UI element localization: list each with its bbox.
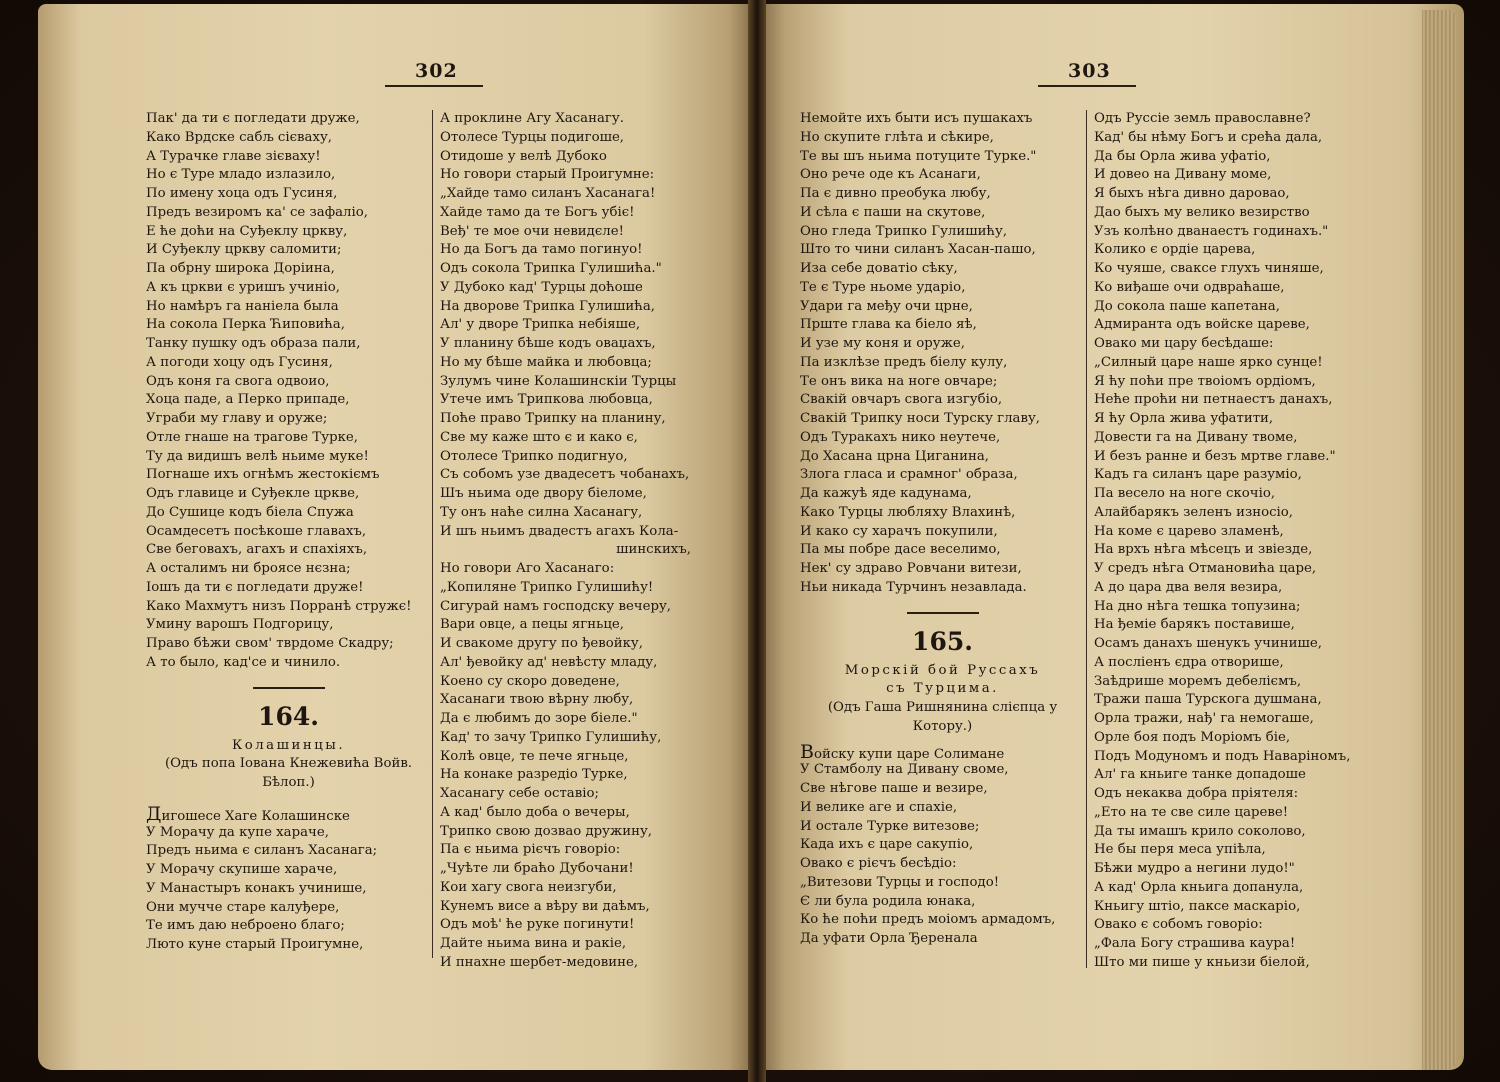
verse-line: Е ће доћи на Суђеклу цркву,	[146, 223, 348, 239]
verse-line: Отидоше у велѣ Дубоко	[440, 148, 607, 164]
verse-line: А то было, кад'се и чинило.	[146, 654, 341, 670]
verse-line: Те вы шъ ньима потуците Турке."	[800, 148, 1037, 164]
page-edge	[1422, 10, 1456, 1070]
verse-line: Осамъ данахъ шенукъ учинише,	[1094, 636, 1322, 651]
verse-line: А посліенъ єдра отворише,	[1094, 654, 1284, 670]
poem-source-164-line1: (Одъ попа Іована Кнежевића Войв.	[164, 756, 413, 772]
verse-line: Одъ сокола Трипка Гулишића."	[440, 261, 662, 276]
poem-title-164: Колашинцы.	[231, 737, 346, 753]
verse-line: Ко чуяше, сваксе глухъ чиняше,	[1094, 261, 1324, 276]
verse-line: Орле боя подъ Моріомъ біе,	[1094, 729, 1291, 745]
verse-line: Алайбарякъ зеленъ износіо,	[1094, 504, 1294, 520]
verse-line: Како Турцы любляху Влахинѣ,	[800, 504, 1016, 520]
verse-line: Но му бѣше майка и любовца;	[440, 354, 652, 370]
verse-line: Предъ везиромъ ка' се зафаліо,	[146, 204, 368, 220]
verse-line: Є ли була родила юнака,	[800, 893, 976, 909]
verse-line: Одъ Руссіе земљ православне?	[1094, 111, 1311, 126]
verse-line: Свакій овчаръ свога изгубіо,	[800, 392, 1003, 408]
verse-line: Да уфати Орла Ђеренала	[800, 931, 978, 946]
verse-line: Хайде тамо да те Богъ убіє!	[440, 204, 635, 220]
poem-title-165-line1: Морскій бой Руссахъ	[844, 662, 1041, 678]
verse-line: А къ цркви є уришъ учиніо,	[146, 279, 340, 295]
verse-line: И велике аге и спахіе,	[800, 799, 958, 815]
verse-line: Све нѣгове паше и везире,	[800, 781, 988, 796]
verse-line: Орла тражи, нађ' га немогаше,	[1094, 711, 1314, 726]
verse-line: Погнаше ихъ огнѣмъ жестокіємъ	[146, 467, 380, 483]
verse-line: Но говори Аго Хасанаго:	[440, 561, 615, 576]
verse-line: По имену хоца одъ Гусиня,	[146, 186, 338, 201]
verse-line: Да кажуѣ яде кадунама,	[800, 486, 972, 501]
verse-line: А кад' было доба о вечеры,	[440, 804, 630, 820]
verse-line: „Фала Богу страшива каура!	[1094, 936, 1296, 951]
verse-line: Ко ће поћи предъ моіомъ армадомъ,	[800, 912, 1056, 928]
verse-line: И сѣла є паши на скутове,	[800, 204, 986, 220]
verse-line: Хасанагу себе оставіо;	[440, 786, 599, 801]
verse-line: Коено су скоро доведене,	[440, 673, 620, 689]
verse-line: Кои хагу свога неизгуби,	[440, 879, 617, 895]
verse-line: И остале Турке витезове;	[800, 818, 980, 834]
verse-line: И шъ ньимъ двадестъ агахъ Кола-	[440, 523, 679, 539]
verse-line: Да ты имашъ крило соколово,	[1094, 823, 1306, 839]
page-number-rule-left	[385, 85, 483, 87]
verse-line: Утече имъ Трипкова любовца,	[440, 392, 653, 408]
verse-line: Не бы перя меса упіѣла,	[1094, 842, 1266, 858]
column-divider-right	[1086, 110, 1087, 968]
verse-line: Съ собомъ узе двадесетъ чобанахъ,	[440, 467, 690, 483]
verse-line: Шъ ньима оде двору біеломе,	[440, 486, 647, 501]
verse-line: Злога гласа и срамног' образа,	[800, 467, 1018, 483]
poem-source-165-line2: Котору.)	[912, 718, 973, 734]
left-column-2	[440, 110, 695, 973]
verse-line: Колико є ордіе царева,	[1094, 242, 1256, 258]
verse-line: На коме є царево зламенѣ,	[1094, 523, 1284, 539]
verse-line: А осталимъ ни броясе нєзна;	[146, 561, 351, 576]
verse-line: Уграби му главу и оруже;	[146, 411, 328, 426]
verse-line: Па є ньима рієчъ говоріо:	[440, 842, 621, 858]
verse-line: И довео на Дивану моме,	[1094, 167, 1272, 183]
verse-line: До Сушице кодъ біела Спужа	[146, 504, 354, 520]
verse-line: Довести га на Дивану твоме,	[1094, 429, 1298, 445]
poem-source-164-line2: Бѣлоп.)	[262, 775, 315, 790]
verse-line: Тражи паша Турскога душмана,	[1094, 692, 1322, 708]
verse-line: Иза себе доватіо сѣку,	[800, 261, 958, 276]
verse-line: Заѣдрише моремъ дебеліємъ,	[1094, 673, 1302, 689]
verse-line: Дайте ньима вина и ракіе,	[440, 936, 627, 951]
book-gutter	[748, 0, 766, 1082]
verse-line: Они мучче старе калуђере,	[146, 899, 340, 915]
verse-line: И безъ ранне и безъ мртве главе."	[1094, 448, 1336, 464]
verse-line: Войску купи царе Солимане	[800, 740, 1005, 763]
verse-line: Но да Богъ да тамо погинуо!	[440, 242, 643, 258]
verse-line: До Хасана црна Циганина,	[800, 448, 990, 464]
verse-line: Отле гнаше на трагове Турке,	[146, 429, 358, 445]
verse-line: Вари овце, а пецы ягньце,	[440, 617, 625, 633]
verse-line: „Ето на те све силе цареве!	[1094, 804, 1289, 820]
verse-line: У Стамболу на Дивану своме,	[800, 762, 1009, 778]
verse-line: Предъ ньима є силанъ Хасанага;	[146, 843, 378, 859]
verse-line: У Дубоко кад' Турцы доћоше	[440, 279, 643, 295]
verse-line: Овако ми цару бесѣдаше:	[1094, 336, 1274, 351]
verse-line: Нек' су здраво Ровчани витези,	[800, 561, 1022, 576]
verse-line: Ал' га кньиге танке допадоше	[1094, 767, 1306, 783]
verse-line: Кунемъ висе а вѣру ви даѣмъ,	[440, 898, 650, 914]
verse-line: Но намѣръ га наніела была	[146, 298, 339, 314]
verse-line: Танку пушку одъ образа пали,	[146, 336, 361, 351]
verse-line: Хоца паде, а Перко припаде,	[146, 392, 350, 408]
verse-line: На дно нѣга тешка топузина;	[1094, 598, 1301, 614]
verse-line: Па мы побре дасе веселимо,	[800, 542, 1001, 558]
verse-line: Ал' ђевойку ад' невѣсту младу,	[440, 654, 658, 670]
verse-line: Прште глава ка біело яѣ,	[800, 317, 977, 333]
poem-number-165: 165.	[912, 626, 973, 656]
verse-line: Одъ моѣ' ће руке погинути!	[440, 917, 635, 933]
page-number-rule-right	[1038, 85, 1136, 87]
verse-line: Оно гледа Трипко Гулишићу,	[800, 223, 1008, 239]
verse-line: Іошъ да ти є погледати друже!	[146, 579, 364, 595]
verse-line: Пак' да ти є погледати друже,	[146, 111, 360, 126]
verse-line: Адмиранта одъ войске цареве,	[1094, 317, 1310, 333]
verse-line: Кньигу штіо, паксе маскаріо,	[1094, 898, 1301, 914]
verse-line: И свакоме другу по ђевойку,	[440, 636, 643, 651]
verse-line: шинскихъ,	[616, 542, 691, 558]
verse-line: „Чуѣте ли браћо Дубочани!	[440, 861, 634, 876]
verse-line: У Манастыръ конакъ учинише,	[146, 880, 367, 896]
verse-line: Па є дивно преобука любу,	[800, 186, 991, 201]
verse-line: Немойте ихъ быти исъ пушакахъ	[800, 111, 1033, 126]
verse-line: Дао быхъ му велико везирство	[1094, 204, 1310, 220]
verse-line: Отолесе Турцы подигоше,	[440, 129, 625, 145]
verse-line: А Турачке главе зієваху!	[146, 148, 321, 164]
poem-title-165-line2: съ Турцима.	[886, 681, 999, 697]
verse-line: Подъ Модуномъ и подъ Наваріномъ,	[1094, 748, 1351, 764]
verse-line: Но скупите глѣта и сѣкире,	[800, 129, 994, 145]
verse-line: У планину бѣше кодъ оваџахъ,	[440, 336, 656, 351]
verse-line: Узъ колѣно дванаестъ годинахъ."	[1094, 223, 1329, 239]
verse-line: Кадъ га силанъ царе разуміо,	[1094, 467, 1302, 483]
verse-line: Свакій Трипку носи Турску главу,	[800, 411, 1040, 426]
poem-source-165-line1: (Одъ Гаша Ришнянина слієпца у	[827, 700, 1058, 715]
verse-line: Кад' то зачу Трипко Гулишићу,	[440, 729, 662, 745]
verse-line: Одъ некаква добра пріятеля:	[1094, 786, 1299, 801]
verse-line: Право бѣжи свом' тврдоме Скадру;	[146, 636, 394, 651]
verse-line: Но говори старый Проигумне:	[440, 167, 655, 183]
verse-line: Одъ Туракахъ нико неутече,	[800, 429, 1001, 445]
verse-line: На конаке разредіо Турке,	[440, 767, 628, 783]
verse-line: Па изклѣзе предъ біелу кулу,	[800, 354, 1008, 370]
verse-line: Све му каже што є и како є,	[440, 429, 638, 445]
page-number-left: 302	[415, 60, 458, 82]
verse-line: Осамдесетъ посѣкоше главахъ,	[146, 523, 367, 539]
verse-line: Овако є собомъ говоріо:	[1094, 917, 1263, 933]
verse-line: Овако є рієчъ бесѣдіо:	[800, 856, 957, 871]
verse-line: Оно рече оде къ Асанаги,	[800, 167, 981, 183]
verse-line: У Морачу скупише хараче,	[146, 862, 338, 877]
verse-line: Да бы Орла жива уфатіо,	[1094, 148, 1271, 164]
verse-line: У средъ нѣга Отмановића царе,	[1094, 561, 1317, 576]
verse-line: Я ћу Орла жива уфатити,	[1094, 411, 1274, 426]
verse-line: Бѣжи мудро а негини лудо!"	[1094, 861, 1295, 876]
left-column-1	[146, 110, 431, 955]
verse-line: Па весело на ноге скочіо,	[1094, 486, 1276, 501]
verse-line: Колѣ овце, те пече ягньце,	[440, 748, 629, 764]
verse-line: „Силный царе наше ярко сунце!	[1094, 354, 1323, 370]
verse-line: Хасанаги твою вѣрну любу,	[440, 692, 634, 708]
verse-line: Када ихъ є царе сакупіо,	[800, 837, 974, 853]
verse-line: И узе му коня и оруже,	[800, 336, 965, 351]
verse-line: Те є Туре ньоме ударіо,	[800, 279, 966, 295]
verse-line: Ко виђаше очи одвраћаше,	[1094, 279, 1285, 295]
verse-line: А до цара два веля везира,	[1094, 579, 1283, 595]
verse-line: А проклине Агу Хасанагу.	[440, 111, 624, 126]
verse-line: На врхъ нѣга мѣсецъ и звіезде,	[1094, 542, 1313, 558]
verse-line: Трипко свою дозвао дружину,	[440, 823, 653, 839]
verse-line: А кад' Орла кньига допанула,	[1094, 879, 1304, 895]
column-divider-left	[432, 110, 433, 958]
verse-line: Отолесе Трипко подигнуо,	[440, 448, 628, 464]
verse-line: Ал' у дворе Трипка небіяше,	[440, 317, 641, 333]
page-number-right: 303	[1068, 60, 1111, 82]
verse-line: „Витезови Турцы и господо!	[800, 874, 1000, 890]
verse-line: Сигурай намъ господску вечеру,	[440, 598, 672, 614]
verse-line: И Суђеклу цркву саломити;	[146, 242, 342, 258]
verse-line: „Хайде тамо силанъ Хасанага!	[440, 186, 656, 201]
verse-line: Поће право Трипку на планину,	[440, 411, 666, 426]
verse-line: Умину варошъ Подгорицу,	[146, 617, 334, 633]
verse-line: И пнахне шербет-медовине,	[440, 954, 639, 970]
verse-line: А погоди хоцу одъ Гусиня,	[146, 354, 333, 370]
verse-line: На сокола Перка Ћиповића,	[146, 317, 345, 333]
verse-line: Я быхъ нѣга дивно даровао,	[1094, 186, 1290, 201]
verse-line: У Морачу да купе хараче,	[146, 824, 329, 840]
verse-line: Одъ главице и Суђекле цркве,	[146, 486, 360, 501]
verse-line: Па обрну широка Доріина,	[146, 261, 335, 276]
verse-line: Како Врдске сабљ сієваху,	[146, 129, 333, 145]
right-column-2	[1094, 110, 1368, 973]
verse-line: Ту онъ наће силна Хасанагу,	[440, 504, 643, 520]
verse-line: „Копиляне Трипко Гулишићу!	[440, 579, 654, 595]
verse-line: И како су харачъ покупили,	[800, 523, 998, 539]
verse-line: Те имъ даю неброено благо;	[146, 918, 345, 934]
verse-line: Зулумъ чине Колашинскіи Турцы	[440, 373, 677, 389]
verse-line: Што ми пише у кньизи біелой,	[1094, 954, 1310, 970]
verse-line: Дигошесе Хаге Колашинске	[146, 802, 350, 825]
verse-line: На ђеміе барякъ поставише,	[1094, 617, 1295, 633]
verse-line: Я ћу поћи пре твоіомъ ордіомъ,	[1094, 373, 1316, 389]
verse-line: Удари га међу очи црне,	[800, 298, 973, 314]
verse-line: Ньи никада Турчинъ незавлада.	[800, 579, 1027, 595]
verse-line: Да є любимъ до зоре біеле."	[440, 711, 638, 726]
verse-line: Но є Туре младо излазило,	[146, 167, 336, 183]
verse-line: Одъ коня га свога одвоио,	[146, 373, 330, 389]
verse-line: Што то чини силанъ Хасан-пашо,	[800, 242, 1036, 258]
verse-line: Ту да видишъ велѣ ньиме муке!	[146, 448, 369, 464]
verse-line: Веђ' те мое очи невидєле!	[440, 223, 624, 239]
verse-line: Люто куне старый Проигумне,	[146, 937, 364, 952]
verse-line: Како Махмутъ низъ Порранѣ стружє!	[146, 598, 412, 614]
verse-line: Кад' бы нѣму Богъ и срећа дала,	[1094, 129, 1323, 145]
verse-line: Све беговахъ, агахъ и спахіяхъ,	[146, 542, 368, 558]
verse-line: До сокола паше капетана,	[1094, 298, 1280, 314]
poem-number-164: 164.	[258, 701, 319, 731]
verse-line: На дворове Трипка Гулишића,	[440, 298, 655, 314]
verse-line: Неће проћи ни петнаестъ данахъ,	[1094, 392, 1333, 408]
right-column-1	[800, 110, 1085, 949]
verse-line: Те онъ вика на ноге овчаре;	[800, 373, 998, 389]
